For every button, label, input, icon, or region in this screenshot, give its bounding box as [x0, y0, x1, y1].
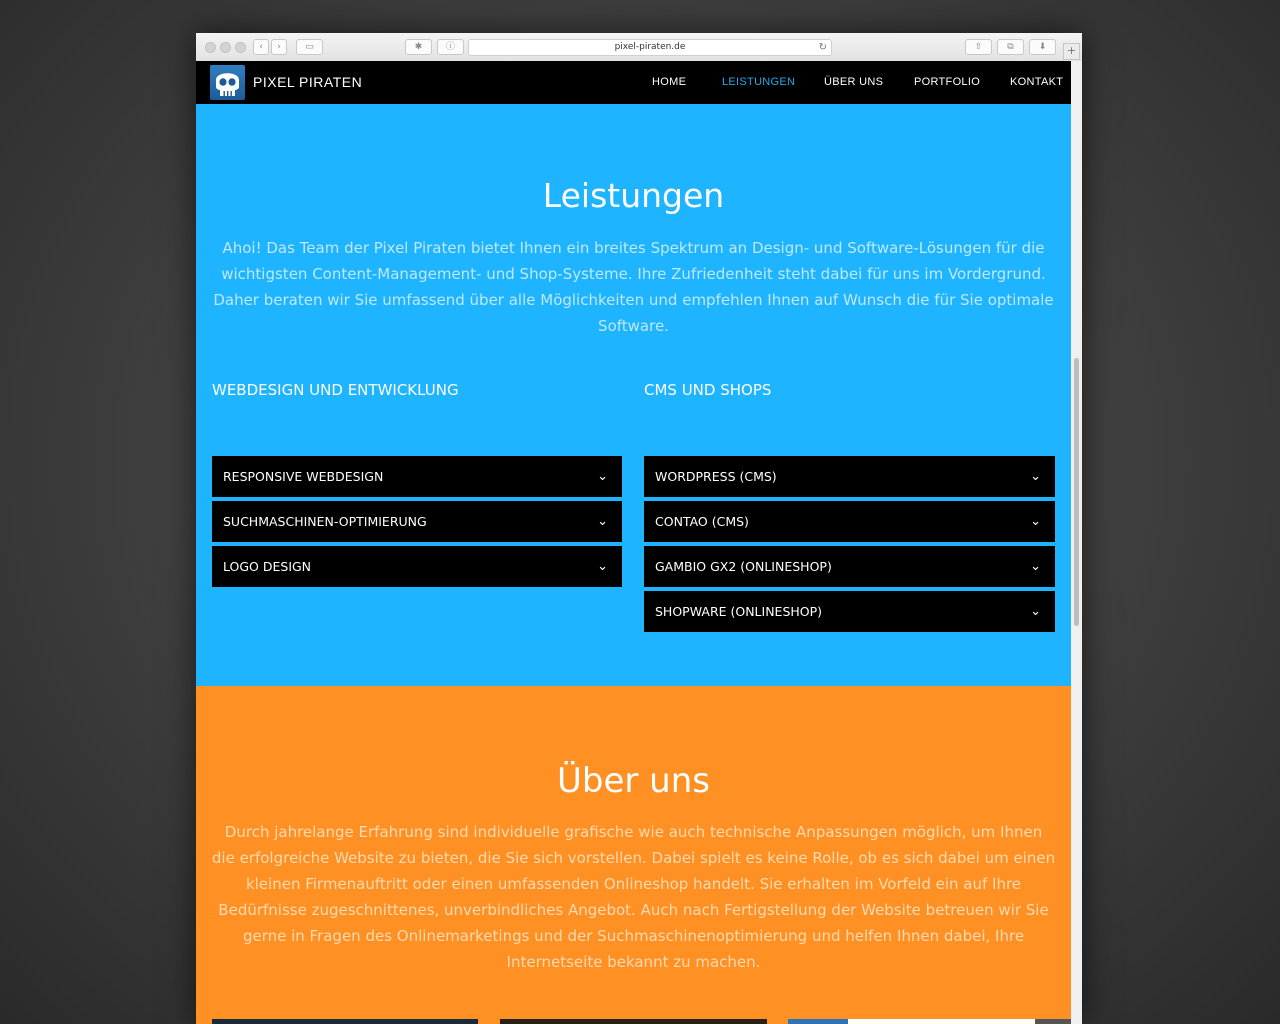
accordion-label: WORDPRESS (CMS): [655, 469, 777, 484]
accordion-wordpress[interactable]: [644, 456, 1055, 497]
team-photo-card: [212, 1019, 478, 1024]
chevron-down-icon: ⌄: [597, 559, 608, 574]
tabs-icon[interactable]: ⧉: [997, 39, 1024, 55]
browser-window: [196, 33, 1082, 1024]
share-icon[interactable]: ⇧: [965, 39, 992, 55]
team-photo-card: [788, 1019, 1035, 1024]
ueber-uns-section: [196, 686, 1071, 1024]
nav-ueber-uns[interactable]: ÜBER UNS: [824, 76, 884, 88]
new-tab-button[interactable]: +: [1063, 43, 1080, 60]
url-bar[interactable]: [468, 39, 832, 56]
back-icon[interactable]: ‹: [253, 39, 269, 55]
sidebar-icon[interactable]: ▭: [296, 39, 323, 55]
accordion-suchmaschinen-optimierung[interactable]: [212, 501, 622, 542]
nav-kontakt[interactable]: KONTAKT: [1010, 76, 1064, 88]
minimize-window-button[interactable]: [220, 42, 231, 53]
accordion-label: GAMBIO GX2 (ONLINESHOP): [655, 559, 832, 574]
site-navbar: [196, 61, 1071, 104]
browser-toolbar: [196, 33, 1082, 62]
brand-name[interactable]: PIXEL PIRATEN: [253, 74, 363, 90]
close-window-button[interactable]: [205, 42, 216, 53]
zoom-window-button[interactable]: [235, 42, 246, 53]
chevron-down-icon: ⌄: [1030, 559, 1041, 574]
accordion-label: SHOPWARE (ONLINESHOP): [655, 604, 823, 619]
webdesign-column-title: WEBDESIGN UND ENTWICKLUNG: [212, 381, 459, 399]
page-viewport: [196, 61, 1071, 1024]
accordion-label: CONTAO (CMS): [655, 514, 749, 529]
accordion-responsive-webdesign[interactable]: [212, 456, 622, 497]
scroll-to-top-button[interactable]: [1035, 1019, 1071, 1024]
accordion-logo-design[interactable]: [212, 546, 622, 587]
chevron-down-icon: ⌄: [597, 514, 608, 529]
leistungen-title: Leistungen: [542, 176, 725, 215]
skull-icon: [210, 65, 245, 100]
info-icon[interactable]: ⓘ: [437, 39, 464, 55]
page-scrollbar[interactable]: [1071, 61, 1082, 1024]
download-icon[interactable]: ⬇: [1029, 39, 1056, 55]
accordion-contao[interactable]: [644, 501, 1055, 542]
ueber-uns-text: Durch jahrelange Erfahrung sind individuelle grafische wie auch technische Anpassungen möglich, um Ihnen die erfolgreiche Website zu bieten, die Sie sich vorstellen. Dabei spielt es keine Rolle, ob es sich dabei um einen kleinen Firmenauftritt oder einen umfassenden Onlineshop handelt. Sie erhalten im Vorfeld ein auf Ihre Bedürfnisse zugeschnittenes, unverbindliches Angebot. Auch nach Fertigstellung der Website betreuen wir Sie gerne in Fragen des Onlinemarketings und der Suchmaschinenoptimierung und helfen Ihnen dabei, Ihre Internetseite bekannt zu machen.: [211, 823, 1056, 971]
reload-icon[interactable]: ↻: [818, 42, 827, 53]
url-text: pixel-piraten.de: [614, 42, 686, 52]
team-photo-card: [500, 1019, 767, 1024]
accordion-label: SUCHMASCHINEN-OPTIMIERUNG: [223, 514, 427, 529]
scrollbar-thumb[interactable]: [1074, 358, 1079, 626]
nav-home[interactable]: HOME: [652, 76, 687, 88]
skull-logo-icon[interactable]: [210, 65, 245, 100]
nav-portfolio[interactable]: PORTFOLIO: [914, 76, 981, 88]
forward-icon[interactable]: ›: [271, 39, 287, 55]
accordion-label: RESPONSIVE WEBDESIGN: [223, 469, 384, 484]
chevron-down-icon: ⌄: [1030, 514, 1041, 529]
leistungen-intro: Ahoi! Das Team der Pixel Piraten bietet Ihnen ein breites Spektrum an Design- und Software-Lösungen für die wichtigsten Content-Management- und Shop-Systeme. Ihre Zufriedenheit steht dabei für uns im Vordergrund. Daher beraten wir Sie umfassend über alle Möglichkeiten und empfehlen Ihnen auf Wunsch die für Sie optimale Software.: [213, 239, 1054, 335]
ueber-uns-title: Über uns: [557, 761, 710, 801]
accordion-shopware[interactable]: [644, 591, 1055, 632]
extension-icon[interactable]: ✱: [405, 39, 432, 55]
nav-leistungen[interactable]: LEISTUNGEN: [722, 76, 796, 88]
chevron-down-icon: ⌄: [597, 469, 608, 484]
leistungen-section: [196, 104, 1071, 686]
chevron-down-icon: ⌄: [1030, 469, 1041, 484]
accordion-label: LOGO DESIGN: [223, 559, 312, 574]
accordion-gambio[interactable]: [644, 546, 1055, 587]
chevron-down-icon: ⌄: [1030, 604, 1041, 619]
cms-column-title: CMS UND SHOPS: [644, 381, 772, 399]
